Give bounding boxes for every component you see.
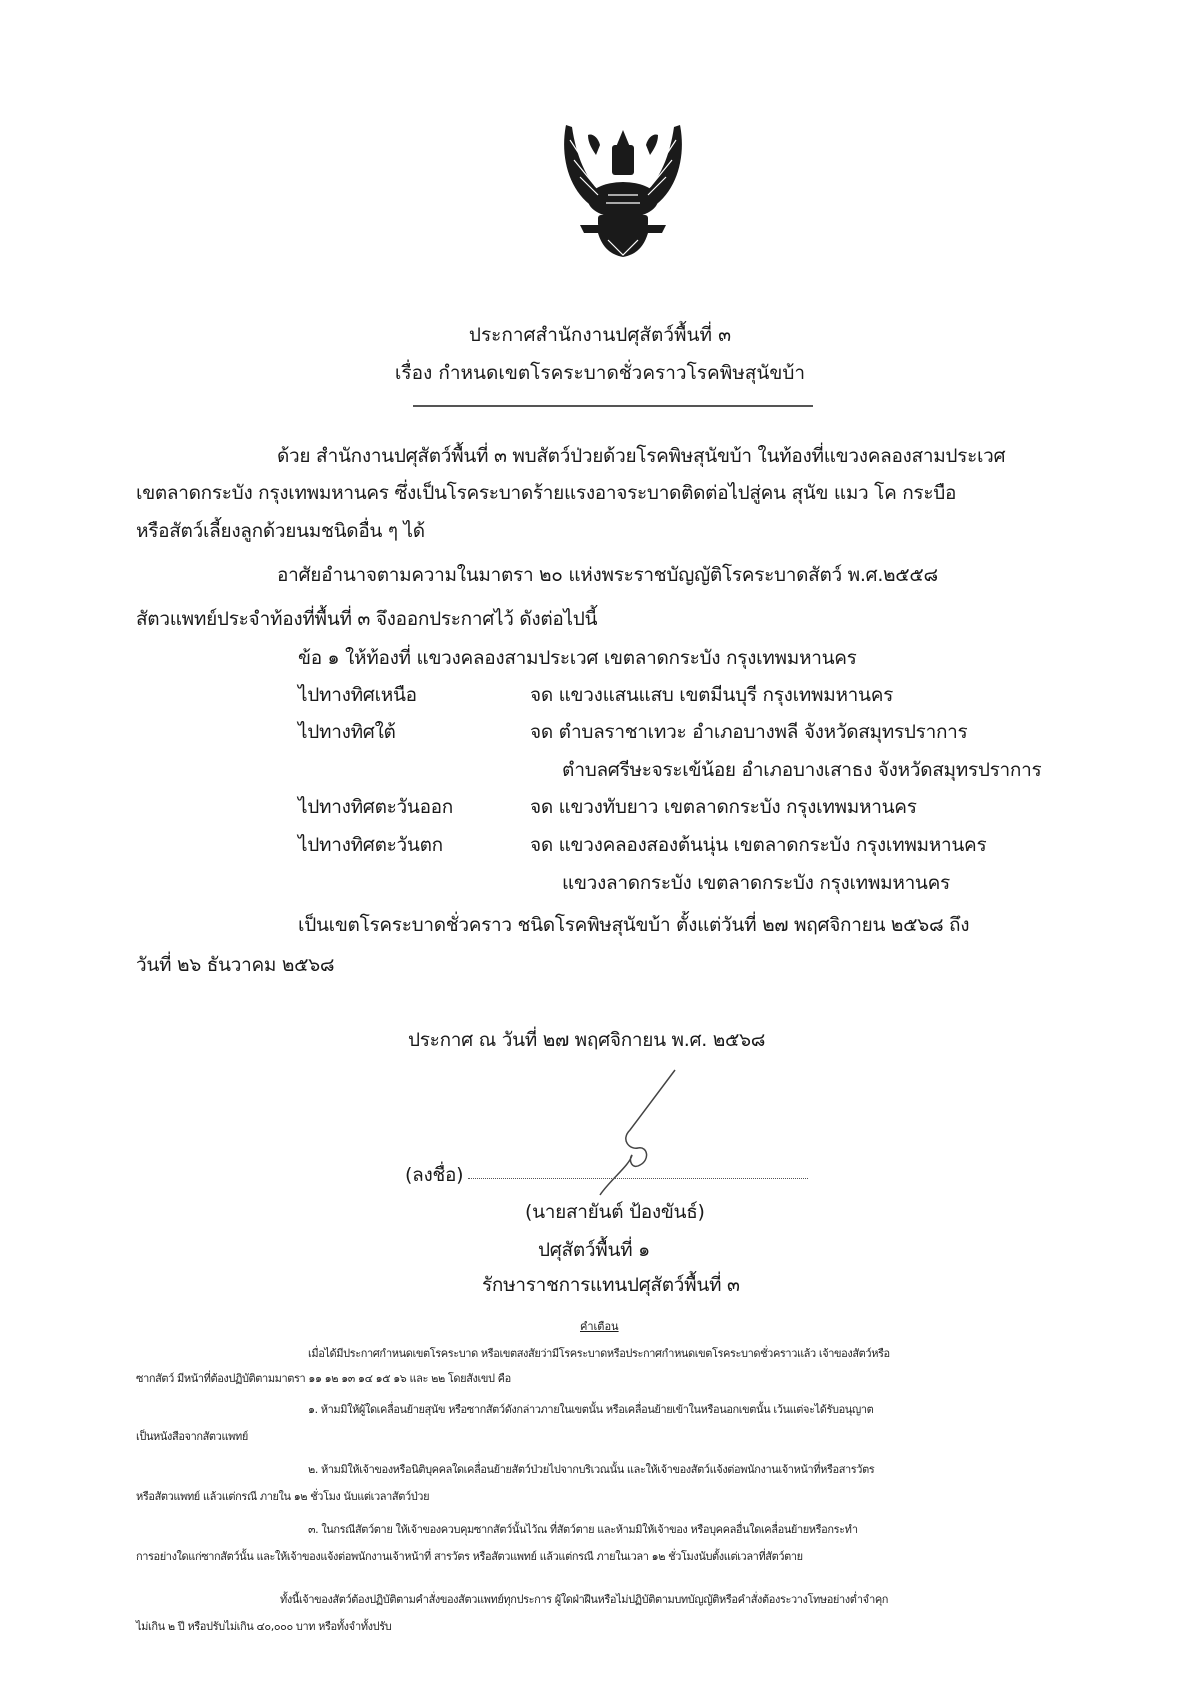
notice-title: คำเตือน <box>580 1320 619 1333</box>
notice-line: ๑. ห้ามมิให้ผู้ใดเคลื่อนย้ายสุนัข หรือซากสัตว์ดังกล่าวภายในเขตนั้น หรือเคลื่อนย้ายเข้าในหรือนอกเขตนั้น เว้นแต่จะได้รับอนุญาต <box>308 1403 874 1416</box>
boundary-west-label: ไปทางทิศตะวันตก <box>298 834 443 856</box>
signatory-position: ปศุสัตว์พื้นที่ ๑ <box>538 1239 650 1261</box>
para3-line2: วันที่ ๒๖ ธันวาคม ๒๕๖๘ <box>136 954 335 976</box>
notice-line: ซากสัตว์ มีหน้าที่ต้องปฏิบัติตามมาตรา ๑๑ ๑๒ ๑๓ ๑๔ ๑๕ ๑๖ และ ๒๒ โดยสังเขป คือ <box>136 1372 511 1385</box>
garuda-emblem-icon <box>558 115 688 265</box>
announcement-date: ประกาศ ณ วันที่ ๒๗ พฤศจิกายน พ.ศ. ๒๕๖๘ <box>408 1029 766 1051</box>
notice-line: การอย่างใดแก่ซากสัตว์นั้น และให้เจ้าของแจ้งต่อพนักงานเจ้าหน้าที่ สารวัตร หรือสัตวแพทย์ แล้วแต่กรณี ภายในเวลา ๑๒ ชั่วโมงนับตั้งแต่เวลาที่สัตว์ตาย <box>136 1550 803 1563</box>
notice-line: หรือสัตวแพทย์ แล้วแต่กรณี ภายใน ๑๒ ชั่วโมง นับแต่เวลาสัตว์ป่วย <box>136 1490 430 1503</box>
signed-label: (ลงชื่อ) <box>405 1164 464 1186</box>
signatory-acting-title: รักษาราชการแทนปศุสัตว์พื้นที่ ๓ <box>482 1274 740 1296</box>
announcement-title: ประกาศสำนักงานปศุสัตว์พื้นที่ ๓ <box>468 324 732 346</box>
announcement-subject: เรื่อง กำหนดเขตโรคระบาดชั่วคราวโรคพิษสุนัขบ้า <box>394 362 806 384</box>
para2-line2: สัตวแพทย์ประจำท้องที่พื้นที่ ๓ จึงออกประกาศไว้ ดังต่อไปนี้ <box>136 608 598 630</box>
para1-line1: ด้วย สำนักงานปศุสัตว์พื้นที่ ๓ พบสัตว์ป่วยด้วยโรคพิษสุนัขบ้า ในท้องที่แขวงคลองสามประเวศ <box>277 445 1006 467</box>
para3-line1: เป็นเขตโรคระบาดชั่วคราว ชนิดโรคพิษสุนัขบ้า ตั้งแต่วันที่ ๒๗ พฤศจิกายน ๒๕๖๘ ถึง <box>298 914 970 936</box>
title-divider <box>413 405 813 407</box>
notice-line: ๒. ห้ามมิให้เจ้าของหรือนิติบุคคลใดเคลื่อนย้ายสัตว์ป่วยไปจากบริเวณนั้น และให้เจ้าของสัตว์แจ้งต่อพนักงานเจ้าหน้าที่หรือสารวัตร <box>308 1463 875 1476</box>
notice-line: ไม่เกิน ๒ ปี หรือปรับไม่เกิน ๔๐,๐๐๐ บาท หรือทั้งจำทั้งปรับ <box>136 1620 392 1633</box>
para1-line2: เขตลาดกระบัง กรุงเทพมหานคร ซึ่งเป็นโรคระบาดร้ายแรงอาจระบาดติดต่อไปสู่คน สุนัข แมว โค กระบือ <box>136 482 957 504</box>
boundary-south-value-2: ตำบลศรีษะจระเข้น้อย อำเภอบางเสาธง จังหวัดสมุทรปราการ <box>562 759 1042 781</box>
notice-line: เป็นหนังสือจากสัตวแพทย์ <box>136 1430 248 1443</box>
para2-line1: อาศัยอำนาจตามความในมาตรา ๒๐ แห่งพระราชบัญญัติโรคระบาดสัตว์ พ.ศ.๒๕๕๘ <box>277 564 938 586</box>
boundary-east-label: ไปทางทิศตะวันออก <box>298 796 453 818</box>
boundary-west-value-1: จด แขวงคลองสองต้นนุ่น เขตลาดกระบัง กรุงเทพมหานคร <box>530 834 987 856</box>
boundary-north-label: ไปทางทิศเหนือ <box>298 684 417 706</box>
boundary-west-value-2: แขวงลาดกระบัง เขตลาดกระบัง กรุงเทพมหานคร <box>562 872 950 894</box>
notice-line: ทั้งนี้เจ้าของสัตว์ต้องปฏิบัติตามคำสั่งของสัตวแพทย์ทุกประการ ผู้ใดฝ่าฝืนหรือไม่ปฏิบัติตามบทบัญญัติหรือคำสั่งต้องระวางโทษอย่างต่ำจำคุก <box>280 1593 889 1606</box>
signatory-name: (นายสายันต์ ป้องขันธ์) <box>525 1201 705 1223</box>
clause-1: ข้อ ๑ ให้ท้องที่ แขวงคลองสามประเวศ เขตลาดกระบัง กรุงเทพมหานคร <box>298 647 857 669</box>
boundary-north-value: จด แขวงแสนแสบ เขตมีนบุรี กรุงเทพมหานคร <box>530 684 894 706</box>
signature-line <box>468 1178 808 1179</box>
notice-line: ๓. ในกรณีสัตว์ตาย ให้เจ้าของควบคุมซากสัตว์นั้นไว้ณ ที่สัตว์ตาย และห้ามมิให้เจ้าของ หรือบุคคลอื่นใดเคลื่อนย้ายหรือกระทำ <box>308 1523 858 1536</box>
boundary-south-label: ไปทางทิศใต้ <box>298 721 396 743</box>
para1-line3: หรือสัตว์เลี้ยงลูกด้วยนมชนิดอื่น ๆ ได้ <box>136 520 425 542</box>
boundary-south-value-1: จด ตำบลราชาเทวะ อำเภอบางพลี จังหวัดสมุทรปราการ <box>530 721 968 743</box>
boundary-east-value: จด แขวงทับยาว เขตลาดกระบัง กรุงเทพมหานคร <box>530 796 917 818</box>
signature-mark-icon <box>590 1060 710 1200</box>
notice-line: เมื่อได้มีประกาศกำหนดเขตโรคระบาด หรือเขตสงสัยว่ามีโรคระบาดหรือประกาศกำหนดเขตโรคระบาดชั่วคราวแล้ว เจ้าของสัตว์หรือ <box>308 1347 890 1360</box>
